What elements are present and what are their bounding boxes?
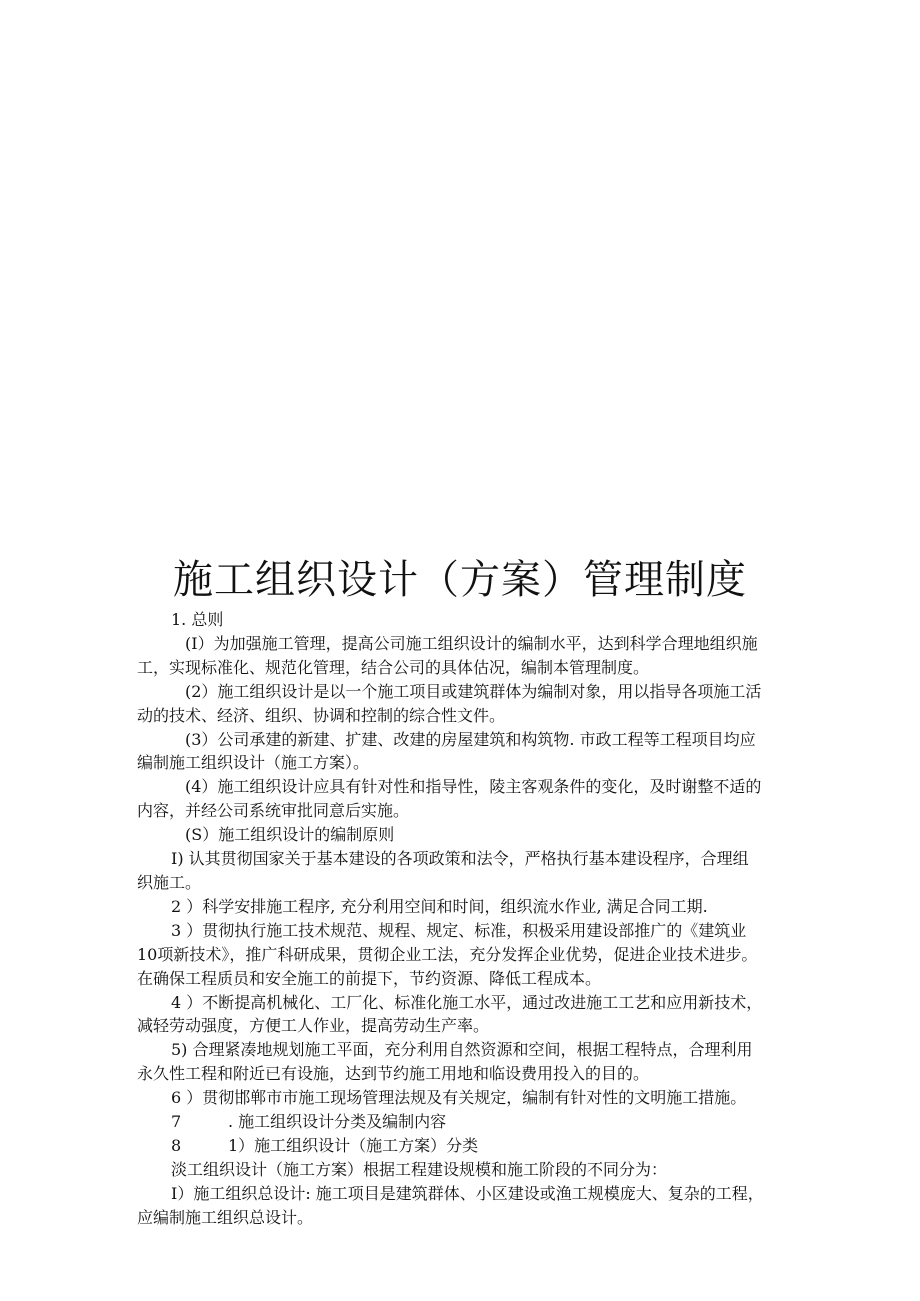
paragraph-line: 永久性工程和附近已有设施，达到节约施工用地和临设费用投入的目的。 [137,1064,650,1084]
paragraph-line: (2）施工组织设计是以一个施工项目或建筑群体为编制对象，用以指导各项施工活 [185,681,762,701]
paragraph-line: (4）施工组织设计应具有针对性和指导性，陵主客观条件的变化，及时谢整不适的 [185,777,762,797]
line-number: 8 [171,1135,182,1155]
paragraph-line: 2 ）科学安排施工程序, 充分利用空间和时间，组织流水作业, 满足合同工期. [171,896,708,916]
paragraph-line: 内容，并经公司系统审批同意后实施。 [137,801,410,821]
paragraph-line: (S）施工组织设计的编制原则 [185,825,395,845]
paragraph-line: I）施工组织总设计: 施工项目是建筑群体、小区建设或渔工规模庞大、复杂的工程， [171,1183,764,1203]
document-body [137,608,792,1230]
numbered-line [137,1134,792,1158]
paragraph-line: 编制施工组织设计（施工方案）。 [137,753,370,773]
paragraph-line: 在确保工程质员和安全施工的前提下，节约资源、降低工程成本。 [137,968,602,988]
line-text: . 施工组织设计分类及编制内容 [228,1112,447,1132]
paragraph-line: 5) 合理紧凑地规划施工平面，充分利用自然资源和空间，根据工程特点，合理利用 [171,1040,753,1060]
paragraph-line: 4 ）不断提高机械化、工厂化、标准化施工水平，通过改进施工工艺和应用新技术， [171,992,763,1012]
section-heading: 1. 总则 [171,610,224,629]
numbered-line [137,1110,792,1134]
paragraph-line: 6 ）贯彻邯郸市市施工现场管理法规及有关规定，编制有针对性的文明施工措施。 [171,1088,747,1108]
line-number: 7 [171,1112,182,1132]
paragraph-line: (I）为加强施工管理，提高公司施工组织设计的编制水平，达到科学合理地组织施 [185,633,758,653]
paragraph-line: 10项新技术》，推广科研成果，贯彻企业工法，充分发挥企业优势，促进企业技术进步。 [137,944,758,964]
line-text: 1）施工组织设计（施工方案）分类 [228,1135,479,1155]
paragraph-line: 减轻劳动强度，方便工人作业，提高劳动生产率。 [137,1016,490,1036]
paragraph-line: 织施工。 [137,872,202,892]
paragraph-line: (3）公司承建的新建、扩建、改建的房屋建筑和构筑物. 市政工程等工程项目均应 [185,729,756,749]
paragraph-line: 淡工组织设计（施工方案）根据工程建设规模和施工阶段的不同分为： [171,1159,668,1179]
paragraph-line: I) 认其贯彻国家关于基本建设的各项政策和法令，严格执行基本建设程序，合理组 [171,849,749,869]
paragraph-line: 工，实现标准化、规范化管理，结合公司的具体估况，编制本管理制度。 [137,657,650,677]
document-title: 施工组织设计（方案）管理制度 [173,557,747,603]
paragraph-line: 3 ）贯彻执行施工技术规范、规程、规定、标准，积极采用建设部推广的《建筑业 [171,920,747,940]
paragraph-line: 动的技术、经济、组织、协调和控制的综合性文件。 [137,705,506,725]
paragraph-line: 应编制施工组织总设计。 [137,1207,314,1227]
